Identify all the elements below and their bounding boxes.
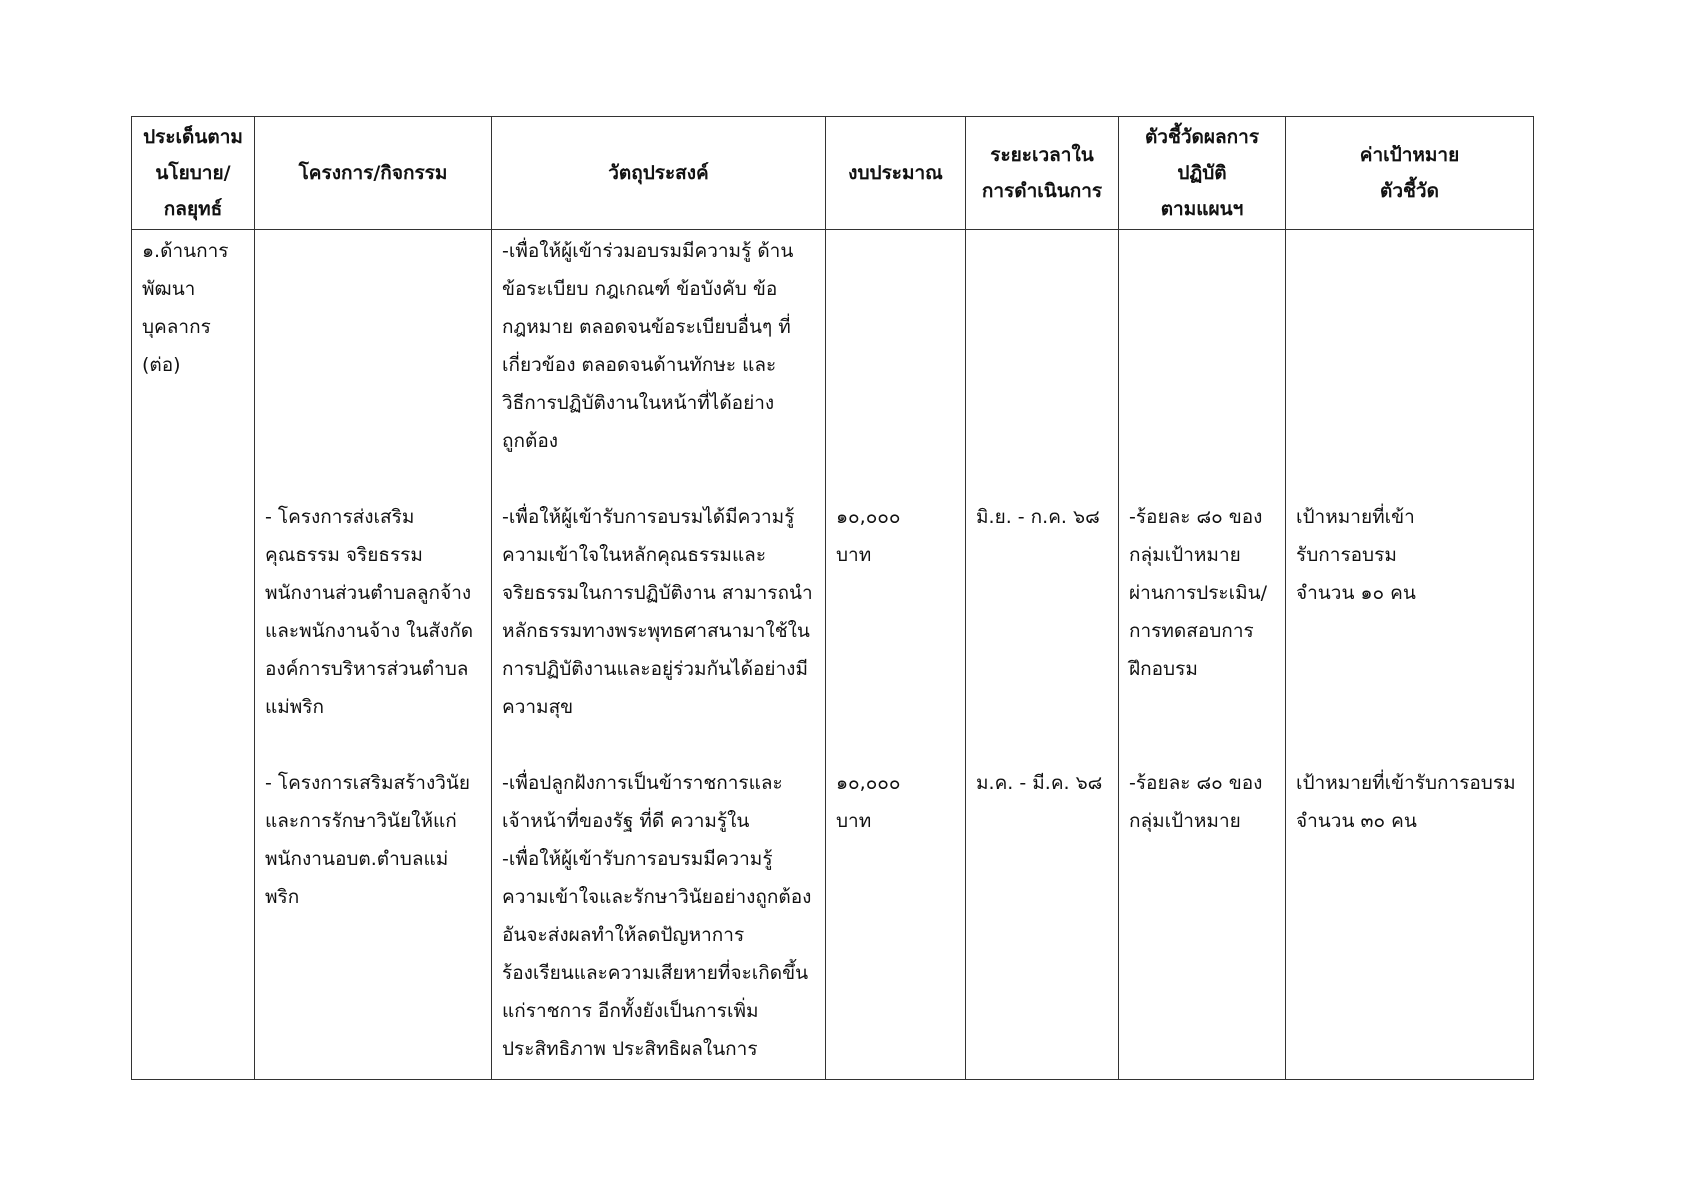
header-project: โครงการ/กิจกรรม: [255, 117, 492, 230]
target-cell: เป้าหมายที่เข้า รับการอบรม จำนวน ๑๐ คน เป้าหมายที่เข้ารับการอบรม จำนวน ๓๐ คน: [1286, 230, 1534, 1080]
period-cell: มิ.ย. - ก.ค. ๖๘ ม.ค. - มี.ค. ๖๘: [966, 230, 1119, 1080]
header-objective: วัตถุประสงค์: [492, 117, 826, 230]
header-budget: งบประมาณ: [826, 117, 966, 230]
header-indicator: ตัวชี้วัดผลการ ปฏิบัติ ตามแผนฯ: [1119, 117, 1286, 230]
plan-table: [131, 116, 1534, 1080]
table-row: [132, 230, 1534, 1080]
header-policy-issue: ประเด็นตาม นโยบาย/ กลยุทธ์: [132, 117, 255, 230]
header-target: ค่าเป้าหมาย ตัวชี้วัด: [1286, 117, 1534, 230]
objective-cell: -เพื่อให้ผู้เข้าร่วมอบรมมีความรู้ ด้าน ข้อระเบียบ กฎเกณฑ์ ข้อบังคับ ข้อ กฎหมาย ตลอดจนข้อระเบียบอื่นๆ ที่ เกี่ยวข้อง ตลอดจนด้านทักษะ และ วิธีการปฏิบัติงานในหน้าที่ได้อย่าง ถูกต้อง -เพื่อให้ผู้เข้ารับการอบรมได้มีความรู้ ความเข้าใจในหลักคุณธรรมและ จริยธรรมในการปฏิบัติงาน สามารถนำ หลักธรรมทางพระพุทธศาสนามาใช้ใน การปฏิบัติงานและอยู่ร่วมกันได้อย่างมี ความสุข -เพื่อปลูกฝังการเป็นข้าราชการและ เจ้าหน้าที่ของรัฐ ที่ดี ความรู้ใน -เพื่อให้ผู้เข้ารับการอบรมมีความรู้ ความเข้าใจและรักษาวินัยอย่างถูกต้อง อันจะส่งผลทำให้ลดปัญหาการ ร้องเรียนและความเสียหายที่จะเกิดขึ้น แก่ราชการ อีกทั้งยังเป็นการเพิ่ม ประสิทธิภาพ ประสิทธิผลในการ: [492, 230, 826, 1080]
header-period: ระยะเวลาใน การดำเนินการ: [966, 117, 1119, 230]
header-row: [132, 117, 1534, 230]
policy-issue-cell: ๑.ด้านการ พัฒนา บุคลากร (ต่อ): [132, 230, 255, 1080]
budget-cell: ๑๐,๐๐๐ บาท ๑๐,๐๐๐ บาท: [826, 230, 966, 1080]
project-cell: - โครงการส่งเสริม คุณธรรม จริยธรรม พนักงานส่วนตำบลลูกจ้าง และพนักงานจ้าง ในสังกัด องค์การบริหารส่วนตำบล แม่พริก - โครงการเสริมสร้างวินัย และการรักษาวินัยให้แก่ พนักงานอบต.ตำบลแม่ พริก: [255, 230, 492, 1080]
indicator-cell: -ร้อยละ ๘๐ ของ กลุ่มเป้าหมาย ผ่านการประเมิน/ การทดสอบการ ฝึกอบรม -ร้อยละ ๘๐ ของ กลุ่มเป้าหมาย: [1119, 230, 1286, 1080]
